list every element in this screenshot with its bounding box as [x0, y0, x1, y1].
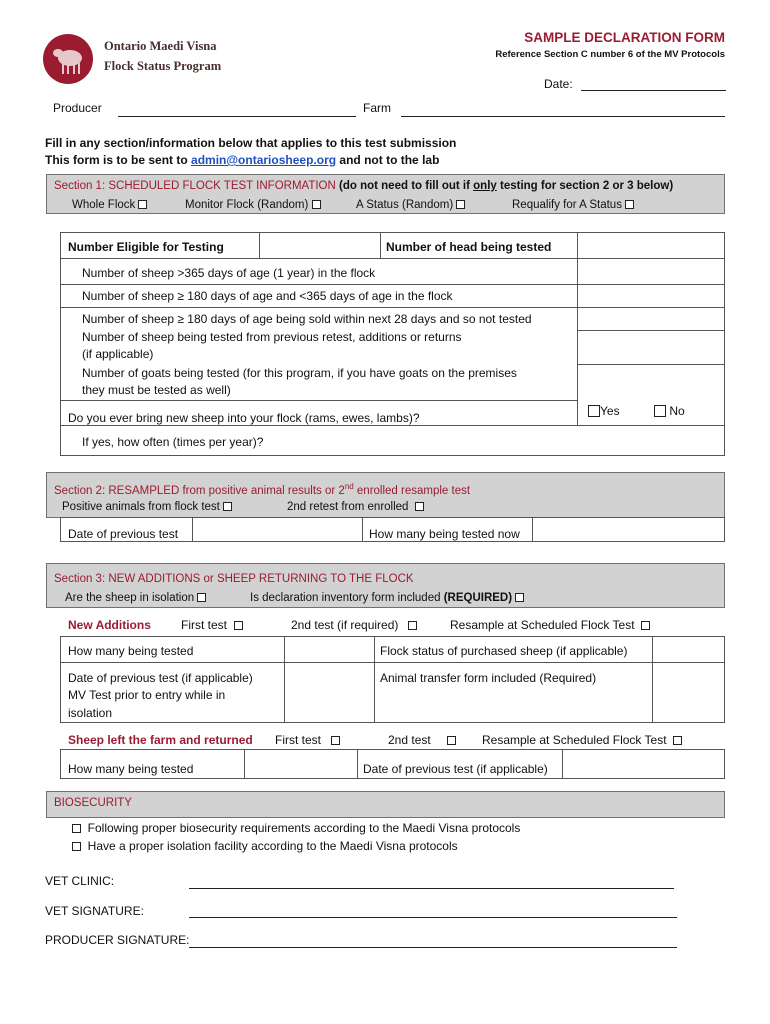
section1-title: Section 1: SCHEDULED FLOCK TEST INFORMATION	[54, 180, 336, 192]
email-link[interactable]: admin@ontariosheep.org	[191, 153, 337, 167]
resample-label: Resample at Scheduled Flock Test	[450, 618, 635, 632]
date-previous-test-label: Date of previous test	[68, 527, 179, 541]
how-many-tested-2-label: How many being tested	[68, 762, 194, 776]
mv-test-label-1: MV Test prior to entry while in	[68, 688, 226, 702]
section3-title: Section 3: NEW ADDITIONS or SHEEP RETURNING TO THE FLOCK	[54, 573, 414, 585]
farm-field[interactable]	[401, 116, 725, 117]
producer-field[interactable]	[118, 116, 356, 117]
biosecurity-checkbox-1[interactable]	[72, 824, 81, 833]
positive-animals-option: Positive animals from flock test	[62, 501, 220, 513]
row-sheep-retest-note: (if applicable)	[82, 347, 154, 361]
vet-clinic-field[interactable]	[189, 888, 674, 889]
first-test-2-label: First test	[275, 733, 322, 747]
producer-signature-label: PRODUCER SIGNATURE:	[45, 933, 190, 947]
row-sheep-retest: Number of sheep being tested from previous retest, additions or returns	[82, 330, 462, 344]
a-status-checkbox[interactable]	[456, 200, 465, 209]
logo	[42, 33, 242, 85]
required-label: (REQUIRED)	[443, 592, 513, 604]
biosecurity-item-1: Following proper biosecurity requirements according to the Maedi Visna protocols	[87, 821, 521, 835]
sheep-logo-icon	[42, 33, 94, 85]
form-reference: Reference Section C number 6 of the MV Protocols	[495, 49, 725, 60]
first-test-2-checkbox[interactable]	[331, 736, 340, 745]
section2-header	[46, 472, 725, 518]
animal-transfer-label: Animal transfer form included (Required)	[380, 671, 597, 685]
resample-2-checkbox[interactable]	[673, 736, 682, 745]
section3-header	[46, 563, 725, 608]
row-sheep-180: Number of sheep ≥ 180 days of age and <365 days of age in the flock	[82, 289, 453, 303]
resample-2-label: Resample at Scheduled Flock Test	[482, 733, 667, 747]
second-test-checkbox[interactable]	[447, 736, 456, 745]
yes-checkbox[interactable]	[588, 405, 600, 417]
positive-animals-checkbox[interactable]	[223, 502, 232, 511]
mv-test-label-2: isolation	[68, 706, 113, 720]
biosecurity-item-2: Have a proper isolation facility according to the Maedi Visna protocols	[87, 839, 458, 853]
second-test-label: 2nd test	[388, 733, 431, 747]
how-many-tested-label: How many being tested	[68, 644, 194, 658]
producer-signature-field[interactable]	[189, 947, 677, 948]
declaration-label: Is declaration inventory form included	[250, 592, 444, 604]
farm-label: Farm	[363, 101, 391, 115]
row-goats-note: they must be tested as well)	[82, 383, 231, 397]
biosecurity-header	[46, 791, 725, 818]
section2-title: Section 2: RESAMPLED from positive animal results or 2nd enrolled resample test	[54, 482, 471, 497]
new-sheep-question: Do you ever bring new sheep into your flock (rams, ewes, lambs)?	[68, 411, 420, 425]
yes-label: Yes	[600, 404, 620, 418]
isolation-label: Are the sheep in isolation	[65, 592, 195, 604]
isolation-checkbox[interactable]	[197, 593, 206, 602]
declaration-checkbox[interactable]	[515, 593, 524, 602]
how-often-question: If yes, how often (times per year)?	[82, 435, 264, 449]
vet-signature-field[interactable]	[189, 917, 677, 918]
vet-clinic-label: VET CLINIC:	[45, 874, 115, 888]
whole-flock-option: Whole Flock	[72, 199, 136, 211]
col-tested-header: Number of head being tested	[386, 240, 552, 254]
logo-line1: Ontario Maedi Visna	[104, 39, 217, 53]
whole-flock-checkbox[interactable]	[138, 200, 147, 209]
how-many-tested-now-label: How many being tested now	[369, 527, 520, 541]
biosecurity-title: BIOSECURITY	[54, 797, 132, 809]
retest-enrolled-option: 2nd retest from enrolled	[287, 501, 409, 513]
left-returned-label: Sheep left the farm and returned	[68, 733, 253, 747]
date-field[interactable]	[581, 90, 726, 91]
logo-line2: Flock Status Program	[104, 59, 222, 73]
date-prev-2-label: Date of previous test (if applicable)	[363, 762, 548, 776]
no-checkbox[interactable]	[654, 405, 666, 417]
flock-status-label: Flock status of purchased sheep (if applicable)	[380, 644, 628, 658]
row-sheep-sold: Number of sheep ≥ 180 days of age being sold within next 28 days and so not tested	[82, 312, 532, 326]
date-prev-applicable-label: Date of previous test (if applicable)	[68, 671, 253, 685]
resample-checkbox[interactable]	[641, 621, 650, 630]
instruction-line1: Fill in any section/information below that applies to this test submission	[45, 136, 457, 150]
row-goats: Number of goats being tested (for this program, if you have goats on the premises	[82, 366, 517, 380]
no-label: No	[669, 404, 685, 418]
new-additions-label: New Additions	[68, 618, 151, 632]
retest-enrolled-checkbox[interactable]	[415, 502, 424, 511]
row-sheep-365: Number of sheep >365 days of age (1 year) in the flock	[82, 266, 376, 280]
vet-signature-label: VET SIGNATURE:	[45, 904, 144, 918]
section1-header: Section 1: SCHEDULED FLOCK TEST INFORMATION (do not need to fill out if only testing for section 2 or 3 below) Whole Flock Monitor Flock (Random) A Status (Random) Requalify for A Status	[46, 174, 725, 214]
col-eligible-header: Number Eligible for Testing	[68, 240, 224, 254]
form-title: SAMPLE DECLARATION FORM	[524, 30, 725, 45]
a-status-option: A Status (Random)	[356, 199, 454, 211]
first-test-checkbox[interactable]	[234, 621, 243, 630]
first-test-label: First test	[181, 618, 228, 632]
date-label: Date:	[544, 77, 573, 91]
second-test-required-checkbox[interactable]	[408, 621, 417, 630]
biosecurity-checkbox-2[interactable]	[72, 842, 81, 851]
requalify-checkbox[interactable]	[625, 200, 634, 209]
monitor-flock-checkbox[interactable]	[312, 200, 321, 209]
producer-label: Producer	[53, 101, 102, 115]
requalify-option: Requalify for A Status	[512, 199, 622, 211]
monitor-flock-option: Monitor Flock (Random)	[185, 199, 309, 211]
instruction-line2: This form is to be sent to admin@ontariosheep.org and not to the lab	[45, 153, 440, 167]
second-test-required-label: 2nd test (if required)	[291, 618, 399, 632]
